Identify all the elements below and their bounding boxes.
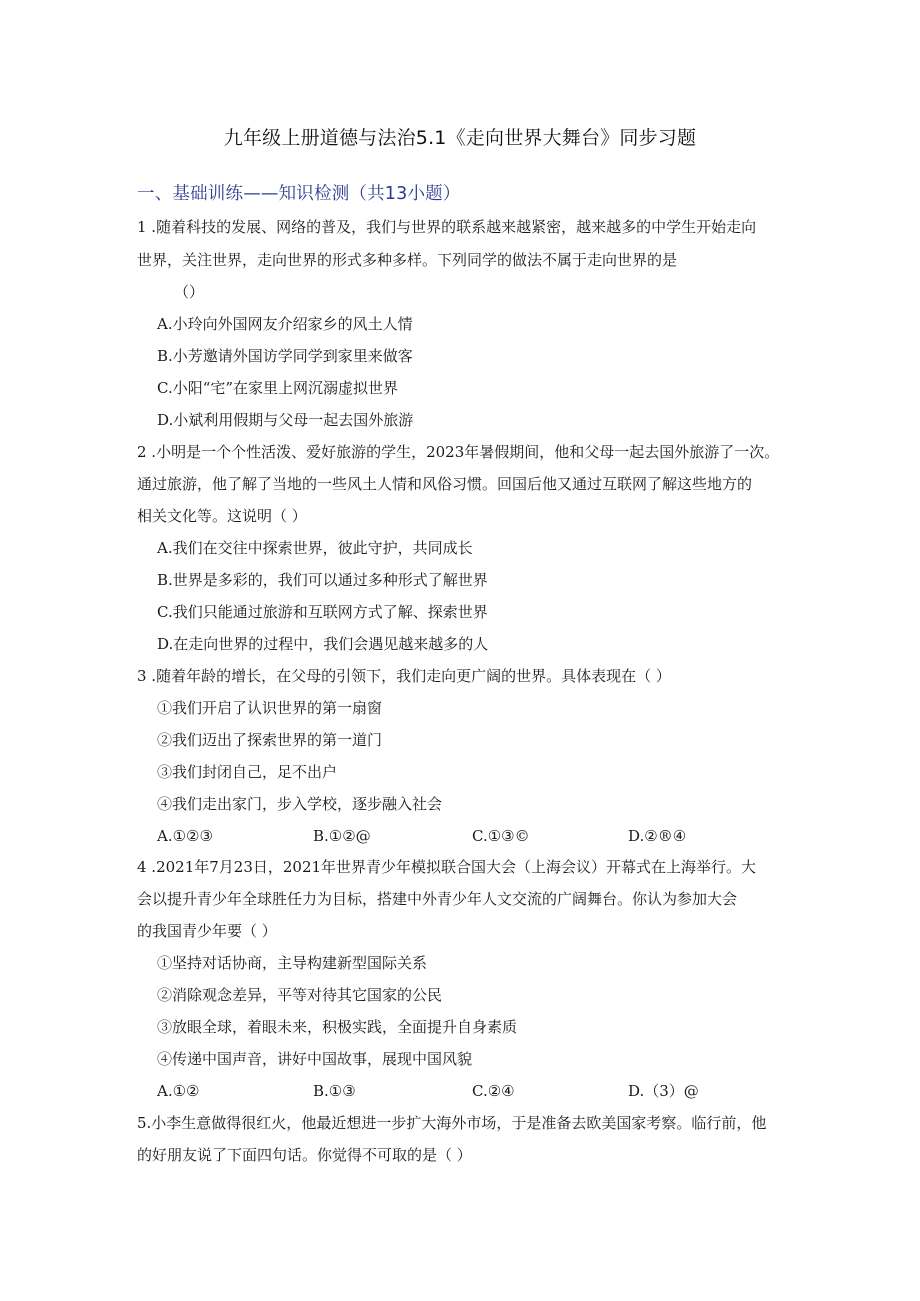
question-4-statement-4: ④传递中国声音，讲好中国故事，展现中国风貌 [157, 1050, 473, 1068]
question-4-option-b: B.①③ [313, 1082, 356, 1100]
question-3-option-d: D.②®④ [628, 827, 687, 845]
question-1-option-a: A.小玲向外国网友介绍家乡的风土人情 [157, 315, 413, 333]
question-2-option-a: A.我们在交往中探索世界，彼此守护，共同成长 [157, 539, 473, 557]
question-2-option-d: D.在走向世界的过程中，我们会遇见越来越多的人 [157, 635, 489, 653]
question-1-stem-line-1: 1 .随着科技的发展、网络的普及，我们与世界的联系越来越紧密，越来越多的中学生开始走向 [137, 218, 757, 236]
question-4-stem-line-1: 4 .2021年7月23日，2021年世界青少年模拟联合国大会（上海会议）开幕式在上海举行。大 [137, 858, 757, 876]
question-2-stem-line-2: 通过旅游，他了解了当地的一些风土人情和风俗习惯。回国后他又通过互联网了解这些地方的 [137, 475, 753, 493]
question-4-option-a: A.①② [157, 1082, 200, 1100]
question-5-stem-line-1: 5.小李生意做得很红火，他最近想进一步扩大海外市场，于是准备去欧美国家考察。临行前，他 [137, 1114, 767, 1132]
question-2-stem-line-3: 相关文化等。这说明（ ） [137, 507, 307, 525]
question-3-option-c: C.①③© [472, 827, 530, 845]
question-2-option-b: B.世界是多彩的，我们可以通过多种形式了解世界 [157, 571, 488, 589]
question-1-option-d: D.小斌利用假期与父母一起去国外旅游 [157, 411, 414, 429]
question-3-statement-3: ③我们封闭自己，足不出户 [157, 763, 338, 781]
question-2-stem-line-1: 2 .小明是一个个性活泼、爱好旅游的学生，2023年暑假期间，他和父母一起去国外旅游了一次。 [137, 443, 780, 461]
question-4-statement-2: ②消除观念差异，平等对待其它国家的公民 [157, 986, 443, 1004]
question-3-option-b: B.①②@ [313, 827, 371, 845]
question-4-stem-line-3: 的我国青少年要（ ） [137, 922, 277, 940]
question-2-option-c: C.我们只能通过旅游和互联网方式了解、探索世界 [157, 603, 488, 621]
question-3-stem-line-1: 3 .随着年龄的增长，在父母的引领下，我们走向更广阔的世界。具体表现在（ ） [137, 667, 671, 685]
question-3-statement-2: ②我们迈出了探索世界的第一道门 [157, 731, 383, 749]
question-1-stem-line-2: 世界，关注世界，走向世界的形式多种多样。下列同学的做法不属于走向世界的是 [137, 251, 678, 269]
question-3-statement-1: ①我们开启了认识世界的第一扇窗 [157, 699, 383, 717]
document-title: 九年级上册道德与法治5.1《走向世界大舞台》同步习题 [223, 127, 697, 149]
question-5-stem-line-2: 的好朋友说了下面四句话。你觉得不可取的是（ ） [137, 1146, 472, 1164]
question-1-answer-paren: （） [174, 283, 205, 301]
question-4-option-c: C.②④ [472, 1082, 515, 1100]
question-1-option-c: C.小阳“宅”在家里上网沉溺虚拟世界 [157, 379, 399, 397]
question-4-stem-line-2: 会以提升青少年全球胜任力为目标，搭建中外青少年人文交流的广阔舞台。你认为参加大会 [137, 890, 738, 908]
question-4-statement-1: ①坚持对话协商，主导构建新型国际关系 [157, 954, 428, 972]
question-3-option-a: A.①②③ [157, 827, 213, 845]
question-4-statement-3: ③放眼全球，着眼未来，积极实践，全面提升自身素质 [157, 1018, 518, 1036]
question-1-option-b: B.小芳邀请外国访学同学到家里来做客 [157, 347, 413, 365]
question-3-statement-4: ④我们走出家门，步入学校，逐步融入社会 [157, 795, 443, 813]
section-heading: 一、基础训练——知识检测（共13小题） [137, 184, 461, 204]
question-4-option-d: D.（3）@ [628, 1082, 699, 1100]
